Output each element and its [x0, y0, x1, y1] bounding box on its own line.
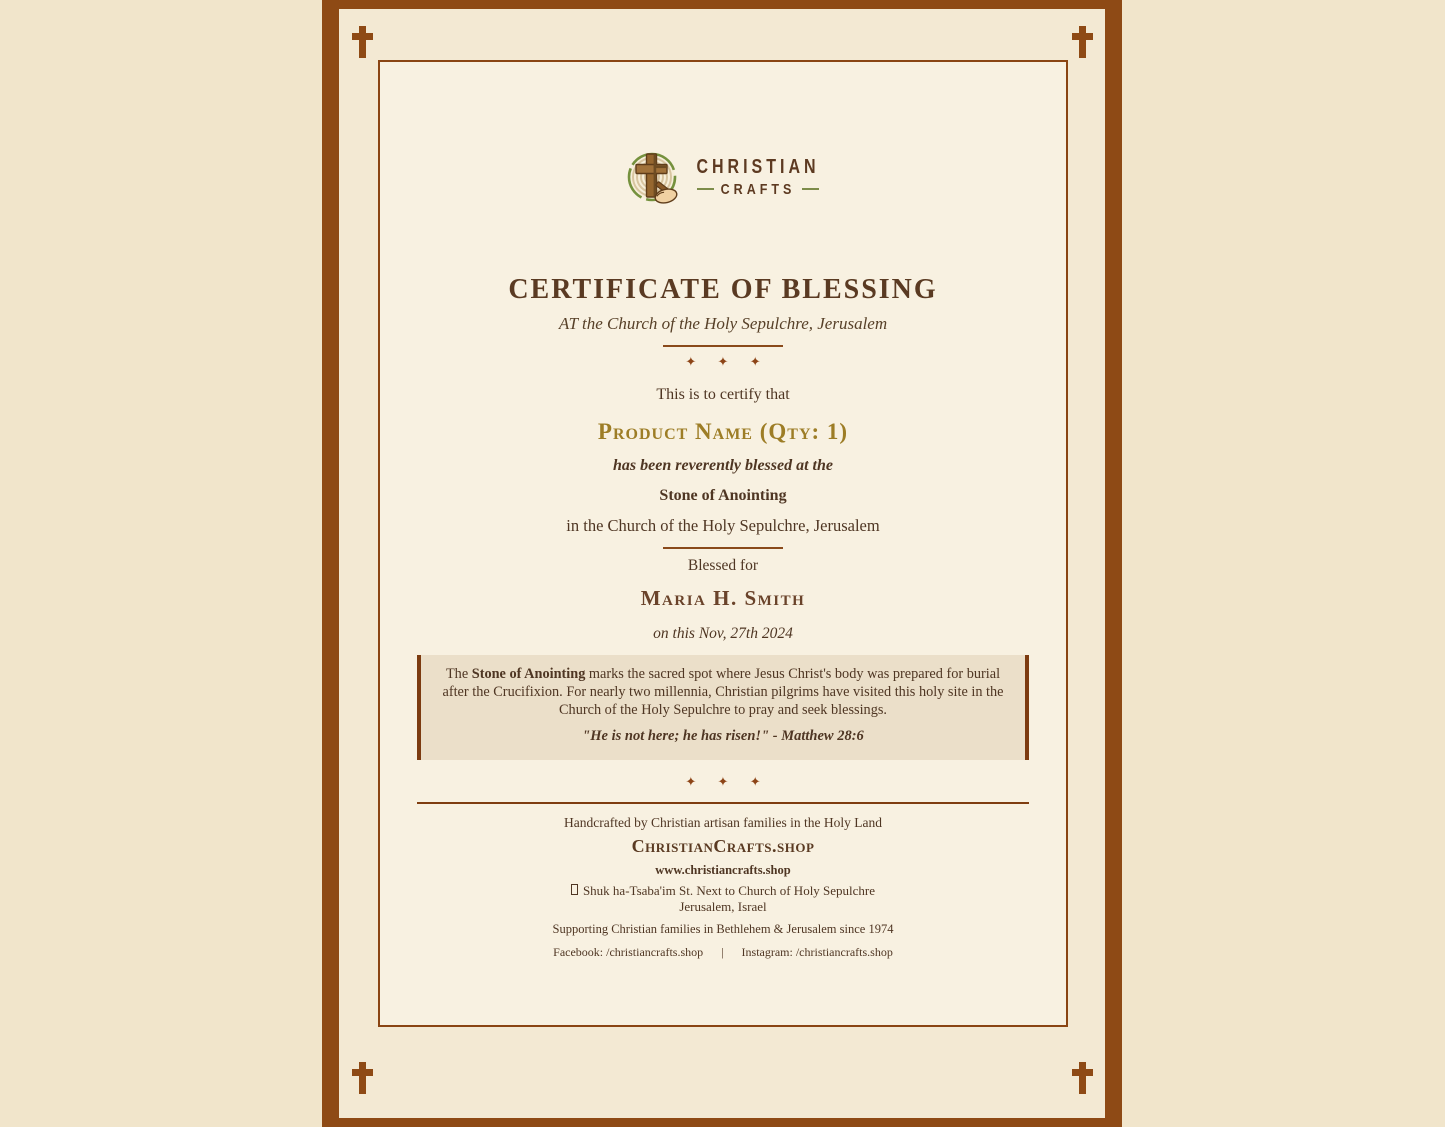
place-name: Stone of Anointing: [659, 487, 787, 504]
christian-crafts-logo-icon: [626, 146, 684, 208]
blessed-for-label: Blessed for: [687, 557, 759, 574]
brand-wordmark-line1: CHRISTIAN: [696, 156, 820, 178]
wordmark-dash-left: [697, 188, 714, 190]
supporting-line: Supporting Christian families in Bethlehem & Jerusalem since 1974: [552, 922, 894, 936]
brand-logo: [380, 146, 1066, 208]
info-box-text: [441, 665, 1005, 719]
certificate-subtitle: AT the Church of the Holy Sepulchre, Jerusalem: [558, 314, 888, 333]
facebook-handle: Facebook: /christiancrafts.shop: [553, 945, 704, 959]
divider-line: [663, 345, 783, 347]
footer-brand-name: ChristianCrafts.shop: [631, 836, 815, 856]
brand-wordmark: [696, 156, 820, 197]
product-name: Product Name (Qty: 1): [597, 419, 849, 444]
info-text-bold: Stone of Anointing: [471, 666, 586, 682]
footer-rule: [417, 802, 1029, 804]
recipient-name: Maria H. Smith: [640, 586, 806, 610]
info-text-suffix: marks the sacred spot where Jesus Christ's body was prepared for burial after the Crucifixion. For nearly two millennia, Christian pilgrims have visited this holy site in the Church of the Holy Sepulchre to pray and seek blessings.: [442, 666, 1004, 718]
certify-line: This is to certify that: [656, 386, 790, 403]
certificate-card: [378, 60, 1068, 1027]
corner-cross-icon: [1072, 1062, 1093, 1094]
corner-cross-icon: [352, 1062, 373, 1094]
corner-cross-icon: [352, 26, 373, 58]
blessing-date: on this Nov, 27th 2024: [653, 625, 793, 642]
brand-wordmark-line2: [696, 182, 819, 196]
address-line-2: Jerusalem, Israel: [679, 899, 767, 914]
stone-of-anointing-info-box: [417, 655, 1029, 760]
wordmark-dash-right: [802, 188, 819, 190]
brand-wordmark-crafts: CRAFTS: [720, 180, 796, 197]
info-text-prefix: The: [445, 666, 472, 682]
divider-line: [663, 547, 783, 549]
certificate-title: CERTIFICATE OF BLESSING: [508, 274, 938, 305]
diamond-ornament: ✦ ✦ ✦: [685, 774, 770, 789]
address-line-1-text: Shuk ha-Tsaba'im St. Next to Church of Holy Sepulchre: [582, 883, 876, 898]
address-line-1: [380, 883, 1066, 899]
diamond-ornament: ✦ ✦ ✦: [685, 354, 770, 369]
location-pin-icon: [571, 884, 578, 895]
scripture-quote: "He is not here; he has risen!" - Matthew 28:6: [582, 728, 864, 744]
social-links-line: [380, 945, 1066, 960]
handcrafted-line: Handcrafted by Christian artisan families in the Holy Land: [564, 815, 882, 830]
church-line: in the Church of the Holy Sepulchre, Jerusalem: [566, 516, 880, 535]
blessed-line: has been reverently blessed at the: [613, 457, 833, 474]
website-url: www.christiancrafts.shop: [655, 863, 791, 877]
instagram-handle: Instagram: /christiancrafts.shop: [741, 945, 893, 959]
corner-cross-icon: [1072, 26, 1093, 58]
social-separator: |: [721, 945, 724, 959]
